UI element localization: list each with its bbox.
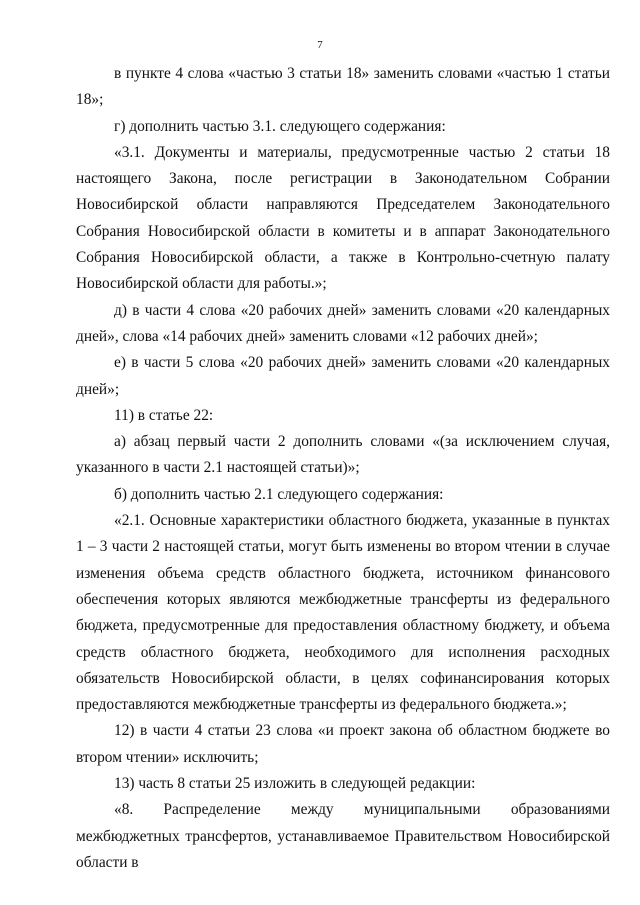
paragraph-12: «8. Распределение между муниципальными образованиями межбюджетных трансфертов, устанавливаемое Правительством Новосибирской области в: [76, 801, 610, 871]
paragraph-9: «2.1. Основные характеристики областного бюджета, указанные в пунктах 1 – 3 части 2 настоящей статьи, могут быть изменены во втором чтении в случае изменения объема средств областного бюджета, источником финансового обеспечения которых являются межбюджетные трансферты из федерального бюджета, предусмотренные для предоставления областному бюджету, и объема средств областного бюджета, необходимого для исполнения расходных обязательств Новосибирской области, в целях софинансирования которых предоставляются межбюджетные трансферты из федерального бюджета.»;: [76, 512, 610, 714]
paragraph-10: 12) в части 4 статьи 23 слова «и проект закона об областном бюджете во втором чтении» исключить;: [76, 722, 610, 766]
paragraph-4: д) в части 4 слова «20 рабочих дней» заменить словами «20 календарных дней», слова «14 рабочих дней» заменить словами «12 рабочих дней»;: [76, 301, 610, 345]
paragraph-5: е) в части 5 слова «20 рабочих дней» заменить словами «20 календарных дней»;: [76, 354, 610, 398]
paragraph-7: а) абзац первый части 2 дополнить словами «(за исключением случая, указанного в части 2.1 настоящей статьи)»;: [76, 433, 610, 477]
paragraph-2: г) дополнить частью 3.1. следующего содержания:: [114, 117, 446, 135]
page-number: 7: [317, 39, 323, 51]
document-body: [76, 61, 610, 876]
paragraph-8: б) дополнить частью 2.1 следующего содержания:: [114, 485, 444, 503]
paragraph-11: 13) часть 8 статьи 25 изложить в следующей редакции:: [114, 775, 476, 793]
paragraph-6: 11) в статье 22:: [114, 406, 214, 424]
paragraph-1: в пункте 4 слова «частью 3 статьи 18» заменить словами «частью 1 статьи 18»;: [76, 65, 610, 109]
paragraph-3: «3.1. Документы и материалы, предусмотренные частью 2 статьи 18 настоящего Закона, после регистрации в Законодательном Собрании Новосибирской области направляются Председателем Законодательного Собрания Новосибирской области в комитеты и в аппарат Законодательного Собрания Новосибирской области, а также в Контрольно-счетную палату Новосибирской области для работы.»;: [76, 143, 610, 293]
